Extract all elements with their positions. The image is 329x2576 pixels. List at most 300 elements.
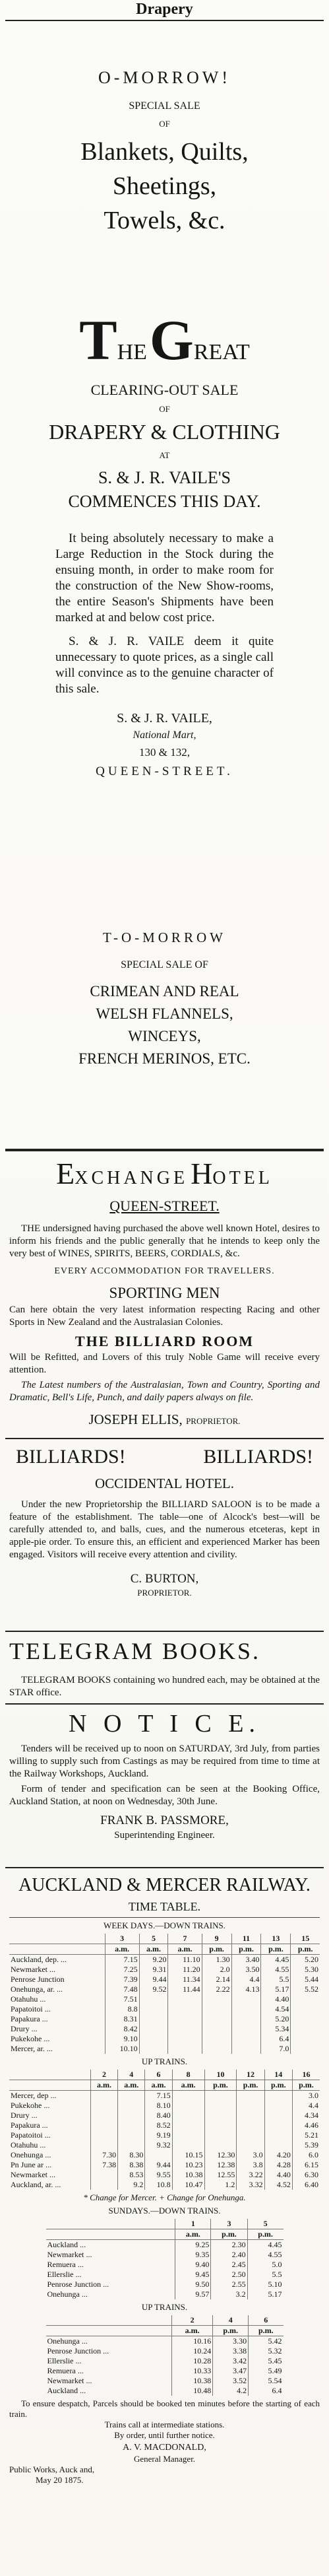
table-row [9,1965,320,1975]
divider [5,1149,324,1151]
ad-special: SPECIAL SALE OF [121,959,208,970]
vaile-sale-ad-2 [0,310,329,782]
time-cell: 3 [105,1934,139,1944]
time-cell [202,2044,231,2054]
drapery-clothing: DRAPERY & CLOTHING [49,420,280,444]
time-cell: 10.38 [172,2170,204,2180]
sundays-up-table [46,2315,284,2396]
time-cell: 5.20 [261,2014,291,2024]
time-cell [291,2034,320,2044]
station-cell: Newmarket ... [47,2250,92,2259]
time-cell: 8.30 [118,2150,145,2160]
time-cell: 7.48 [105,1984,139,1994]
time-cell: p.m. [211,2229,247,2240]
time-cell: 5.44 [291,1975,320,1984]
time-cell [264,2120,292,2130]
time-cell: 4 [118,2070,145,2080]
time-cell [172,2130,204,2140]
time-cell: p.m. [292,2080,320,2091]
table-header-row [46,2229,284,2240]
time-cell [204,2130,237,2140]
time-cell [231,2004,261,2014]
weekdays-down-heading: WEEK DAYS.—DOWN TRAINS. [104,1920,225,1930]
time-cell [202,2014,231,2024]
time-cell: 5.5 [247,2270,283,2280]
station-cell: Penrose Junction ... [47,2346,109,2356]
time-cell [172,2140,204,2150]
notice-ad [0,1709,329,1842]
station-cell [9,1934,105,1944]
time-cell: 8.10 [145,2101,172,2111]
time-cell: 3.22 [237,2170,264,2180]
of-label: OF [159,404,170,414]
time-cell: 2.0 [202,1965,231,1975]
time-cell [231,2044,261,2054]
time-cell: 5.54 [249,2376,284,2386]
station-cell: Ellerslie ... [47,2356,82,2365]
table-row [9,2014,320,2024]
time-cell: p.m. [291,1944,320,1955]
time-cell: 8.8 [105,2004,139,2014]
time-cell: 4.4 [231,1975,261,1984]
time-cell [291,1994,320,2004]
billiards-body: Under the new Proprietorship the BILLIARD SALOON is to be made a feature of the establishment. The table—one of Alcock's best—will be carefully attended to, and balls, cues, and the numerous etceteras, kept in apple-pie order. To ensure this, an efficient and experienced Marker has been engaged. Visitors will receive every attention and civility. [9,1499,320,1560]
clearing-sale: CLEARING-OUT SALE [90,382,239,398]
notice-title: N O T I C E. [69,1710,260,1738]
title-xchange: XCHANGE [75,1168,189,1188]
station-cell: Papakura ... [11,2120,48,2130]
time-cell [168,2014,202,2024]
table-row [9,1984,320,1994]
page-title: Drapery [136,1,193,18]
railway-office: Public Works, Auck and, [9,2464,95,2474]
time-cell: 9.55 [145,2170,172,2180]
time-cell: 9.44 [145,2160,172,2170]
station-cell: Drury ... [11,2111,38,2120]
time-cell: 4.13 [231,1984,261,1994]
time-cell: 16 [292,2070,320,2080]
station-cell: Drury ... [11,2024,38,2033]
table-row [9,2160,320,2170]
time-cell [139,1994,168,2004]
time-cell: p.m. [231,1944,261,1955]
station-cell: Mercer, dep ... [11,2091,57,2100]
table-row [9,2044,320,2054]
table-row [46,2366,284,2376]
billiards-title [9,1443,320,1471]
accommodation: EVERY ACCOMMODATION FOR TRAVELLERS. [54,1266,275,1276]
time-cell: 5.34 [261,2024,291,2034]
at-label: AT [159,450,170,460]
ad-line-3: WINCEYS, [128,1028,201,1044]
time-cell: 8 [172,2070,204,2080]
time-cell: a.m. [90,2080,117,2091]
time-cell: 5.49 [249,2366,284,2376]
hotel-title [9,1157,320,1191]
time-cell: 8.42 [105,2024,139,2034]
station-cell: Pukekohe ... [11,2101,50,2110]
station-cell [46,2326,172,2336]
table-row [9,2140,320,2150]
billiards-ad [0,1443,329,1598]
time-cell: p.m. [237,2080,264,2091]
time-cell [204,2111,237,2120]
time-cell [168,2044,202,2054]
sporting-body: Can here obtain the very latest information respecting Racing and other Sports in New Zealand and the Australasian Colonies. [9,1305,320,1328]
time-cell: a.m. [118,2080,145,2091]
time-cell [145,2150,172,2160]
notice-body-1: Tenders will be received up to noon on SATURDAY, 3rd July, from parties willing to supply such from Castings as may be required from time to time at the Railway Workshops, Auckland. [9,1744,320,1779]
time-cell: 13 [261,1934,291,1944]
table-row [9,2170,320,2180]
time-cell [118,2091,145,2101]
time-cell: 5.5 [261,1975,291,1984]
time-cell: p.m. [202,1944,231,1955]
time-cell: 5.39 [292,2140,320,2150]
time-cell: a.m. [172,2326,213,2336]
time-cell: 5.32 [249,2346,284,2356]
station-cell: Penrose Junction ... [47,2280,109,2289]
time-cell: 3.2 [211,2289,247,2299]
table-row [46,2289,284,2299]
time-cell: 9.10 [105,2034,139,2044]
time-cell: 8.31 [105,2014,139,2024]
time-cell: 6.15 [292,2160,320,2170]
time-cell [139,2034,168,2044]
time-cell: 5.17 [247,2289,283,2299]
table-row [46,2356,284,2366]
time-cell: 4.55 [247,2250,283,2260]
time-cell [90,2170,117,2180]
table-row [9,2150,320,2160]
time-cell: 2 [172,2315,213,2326]
headline-reat: REAT [193,340,250,364]
time-cell: 3.38 [213,2346,249,2356]
vaile-sale-ad-3 [0,928,329,1070]
time-cell: 6 [249,2315,284,2326]
table-row [9,2111,320,2120]
time-cell [204,2140,237,2150]
railway-sig: A. V. MACDONALD, [123,2443,206,2453]
time-cell [172,2120,204,2130]
time-cell: 11.10 [168,1955,202,1965]
time-cell: 11.44 [168,1984,202,1994]
table-row [46,2270,284,2280]
time-cell: 1 [175,2219,211,2229]
time-cell: 12 [237,2070,264,2080]
time-cell: 3.50 [231,1965,261,1975]
vaile-sale-ad-1 [0,66,329,238]
time-cell: 9.44 [139,1975,168,1984]
time-cell: 6.4 [249,2386,284,2396]
time-cell: 7.39 [105,1975,139,1984]
time-cell: 12.38 [204,2160,237,2170]
time-cell: 9.45 [175,2270,211,2280]
time-cell: 3 [211,2219,247,2229]
commences: COMMENCES THIS DAY. [68,492,261,511]
divider [9,1917,320,1918]
time-cell: 9.32 [145,2140,172,2150]
time-cell: 7 [168,1934,202,1944]
station-cell [9,1944,105,1955]
weekdays-down-table [9,1934,320,2054]
time-cell: p.m. [249,2326,284,2336]
time-cell: 7.30 [90,2150,117,2160]
time-cell [204,2120,237,2130]
table-header-row [9,1934,320,1944]
station-cell: Papakura ... [11,2014,48,2023]
table-header-row [9,1944,320,1955]
railway-timetable-ad [0,1872,329,2486]
time-cell: 4.54 [261,2004,291,2014]
time-cell: 9.40 [175,2260,211,2270]
billiards-sig: C. BURTON, [130,1572,199,1586]
table-row [9,1994,320,2004]
time-cell: 4.45 [247,2240,283,2251]
time-cell [264,2140,292,2150]
table-row [46,2346,284,2356]
ad-headline [9,310,320,370]
time-cell [231,1994,261,2004]
time-cell [231,2034,261,2044]
time-cell [231,2014,261,2024]
time-cell: 5.30 [291,1965,320,1975]
station-cell [46,2219,175,2229]
time-cell [172,2091,204,2101]
time-cell: 4 [213,2315,249,2326]
time-cell: 7.25 [105,1965,139,1975]
time-cell: 8.52 [145,2120,172,2130]
table-header-row [46,2219,284,2229]
time-cell: 10.47 [172,2180,204,2190]
time-cell: 10.24 [172,2346,213,2356]
table-row [46,2260,284,2270]
time-cell [264,2101,292,2111]
ad-line-4: FRENCH MERINOS, ETC. [78,1050,251,1067]
sundays-up-heading: UP TRAINS. [141,2302,188,2312]
table-row [9,2004,320,2014]
time-cell [291,2014,320,2024]
time-cell [202,2004,231,2014]
time-cell: 10.8 [145,2180,172,2190]
sporting-title: SPORTING MEN [109,1285,220,1301]
time-cell: 10.33 [172,2366,213,2376]
time-cell: 2.30 [211,2240,247,2251]
time-cell [90,2101,117,2111]
time-cell [231,2024,261,2034]
time-cell: 2.50 [211,2270,247,2280]
station-cell: Papatoitoi ... [11,2004,51,2014]
drop-cap-t: T [79,308,117,372]
time-cell: 9 [202,1934,231,1944]
divider [5,20,324,21]
time-cell: a.m. [139,1944,168,1955]
time-cell [202,1994,231,2004]
time-cell: 9.35 [175,2250,211,2260]
time-cell: p.m. [204,2080,237,2091]
station-cell: Onehunga, ar. ... [11,1984,63,1994]
station-cell: Auckland ... [47,2240,86,2249]
time-cell: 7.15 [105,1955,139,1965]
time-cell: 5.0 [247,2260,283,2270]
time-cell: 5.10 [247,2280,283,2289]
ad-special: SPECIAL SALE [129,100,200,112]
headline-he: HE [117,340,147,364]
time-cell: 10 [204,2070,237,2080]
street: QUEEN-STREET. [96,764,233,778]
ad-line-3: Towels, &c. [104,207,225,234]
time-cell: 2.45 [211,2260,247,2270]
time-cell: 10.38 [172,2376,213,2386]
body-1: It being absolutely necessary to make a Large Reduction in the Stock during the ensuing month, in order to make room for the construction of the New Show-rooms, the entire Season's Shipments have been marked at and below cost price. [55,531,274,625]
time-cell [90,2180,117,2190]
time-cell: 6.4 [261,2034,291,2044]
timetable-label: TIME TABLE. [128,1900,201,1913]
table-row [46,2376,284,2386]
time-cell: 3.47 [213,2366,249,2376]
station-cell: Papatoitoi ... [11,2130,51,2140]
billiard-title: THE BILLIARD ROOM [75,1333,254,1349]
drop-cap-h: H [191,1157,213,1190]
billiards-right: BILLIARDS! [203,1446,313,1468]
telegram-body: TELEGRAM BOOKS containing wo hundred each, may be obtained at the STAR office. [9,1675,320,1698]
time-cell: 2.22 [202,1984,231,1994]
table-row [46,2280,284,2289]
time-cell [118,2111,145,2120]
station-cell: Onehunga ... [47,2289,88,2299]
time-cell: 3.30 [213,2336,249,2347]
time-cell: p.m. [213,2326,249,2336]
time-cell: 12.30 [204,2150,237,2160]
table-row [9,2091,320,2101]
time-cell: 4.34 [292,2111,320,2120]
time-cell: 6.40 [292,2180,320,2190]
time-cell: a.m. [105,1944,139,1955]
time-cell: p.m. [247,2229,283,2240]
time-cell: 6 [145,2070,172,2080]
notice-sig: FRANK B. PASSMORE, [100,1813,229,1827]
railway-role: General Manager. [133,2454,196,2464]
time-cell: 10.15 [172,2150,204,2160]
time-cell: 2.14 [202,1975,231,1984]
time-cell: 9.2 [118,2180,145,2190]
railway-title: AUCKLAND & MERCER RAILWAY. [18,1875,311,1895]
table-header-row [9,2080,320,2091]
time-cell [118,2120,145,2130]
divider [5,1867,324,1868]
railway-order: By order, until further notice. [114,2430,215,2440]
weekdays-up-table [9,2070,320,2190]
time-cell: 12.55 [204,2170,237,2180]
station-cell: Auckland, dep. ... [11,1955,67,1964]
time-cell [237,2120,264,2130]
sig-name: JOSEPH ELLIS, [88,1411,183,1427]
time-cell: 8.53 [118,2170,145,2180]
time-cell: 4.46 [292,2120,320,2130]
hotel-signature [9,1409,320,1429]
station-cell: Onehunga ... [11,2150,51,2159]
table-row [9,2120,320,2130]
time-cell: 5.52 [291,1984,320,1994]
table-row [9,1975,320,1984]
telegram-books-ad [0,1636,329,1699]
time-cell [204,2091,237,2101]
time-cell: 10.10 [105,2044,139,2054]
time-cell [90,2111,117,2120]
time-cell: 11.34 [168,1975,202,1984]
station-cell [9,2070,90,2080]
notice-body-2: Form of tender and specification can be seen at the Booking Office, Auckland Station, at noon on Wednesday, 30th June. [9,1784,320,1807]
time-cell: 5 [139,1934,168,1944]
time-cell: a.m. [168,1944,202,1955]
billiards-left: BILLIARDS! [16,1446,126,1468]
time-cell: 4.55 [261,1965,291,1975]
time-cell: 7.15 [145,2091,172,2101]
station-cell: Auckland, ar. ... [11,2180,61,2189]
time-cell: 5 [247,2219,283,2229]
table-row [9,2034,320,2044]
time-cell [139,2014,168,2024]
time-cell [264,2111,292,2120]
time-cell: 2 [90,2070,117,2080]
table-header-row [46,2326,284,2336]
time-cell [172,2111,204,2120]
time-cell [202,2034,231,2044]
title-otel: OTEL [212,1168,273,1188]
station-cell: Ellerslie ... [47,2270,82,2279]
time-cell [237,2140,264,2150]
time-cell [237,2130,264,2140]
station-cell: Pn June ar ... [11,2160,51,2169]
time-cell: 11.20 [168,1965,202,1975]
time-cell [237,2101,264,2111]
billiards-role: PROPRIETOR. [137,1588,192,1598]
divider [5,1703,324,1705]
time-cell [168,2034,202,2044]
time-cell: a.m. [145,2080,172,2091]
time-cell: 10.16 [172,2336,213,2347]
table-header-row [46,2315,284,2326]
body-2: S. & J. R. VAILE deem it quite unnecessary to quote prices, as a single call will convince as to the genuine character of this sale. [55,634,274,696]
station-cell [9,2080,90,2091]
time-cell: 2.55 [211,2280,247,2289]
time-cell [118,2140,145,2150]
time-cell: a.m. [172,2080,204,2091]
time-cell: 4.2 [213,2386,249,2396]
time-cell [202,2024,231,2034]
time-cell [90,2130,117,2140]
time-cell: 5.21 [292,2130,320,2140]
time-cell: 6.30 [292,2170,320,2180]
station-cell: Auckland ... [47,2386,86,2395]
time-cell: 4.28 [264,2160,292,2170]
time-cell: 9.31 [139,1965,168,1975]
railway-note-1: To ensure despatch, Parcels should be booked ten minutes before the starting of each train. [9,2398,320,2419]
station-cell: Newmarket ... [47,2376,92,2385]
time-cell: 3.32 [237,2180,264,2190]
time-cell: 11 [231,1934,261,1944]
divider [5,1438,324,1439]
time-cell: 5.17 [261,1984,291,1994]
time-cell: 5.45 [249,2356,284,2366]
up-note: * Change for Mercer. + Change for Onehunga. [83,2192,246,2202]
time-cell [139,2024,168,2034]
time-cell [168,2024,202,2034]
weekdays-up-heading: UP TRAINS. [141,2056,188,2066]
time-cell [172,2101,204,2111]
time-cell: 8.40 [145,2111,172,2120]
sundays-down-table [46,2219,284,2299]
